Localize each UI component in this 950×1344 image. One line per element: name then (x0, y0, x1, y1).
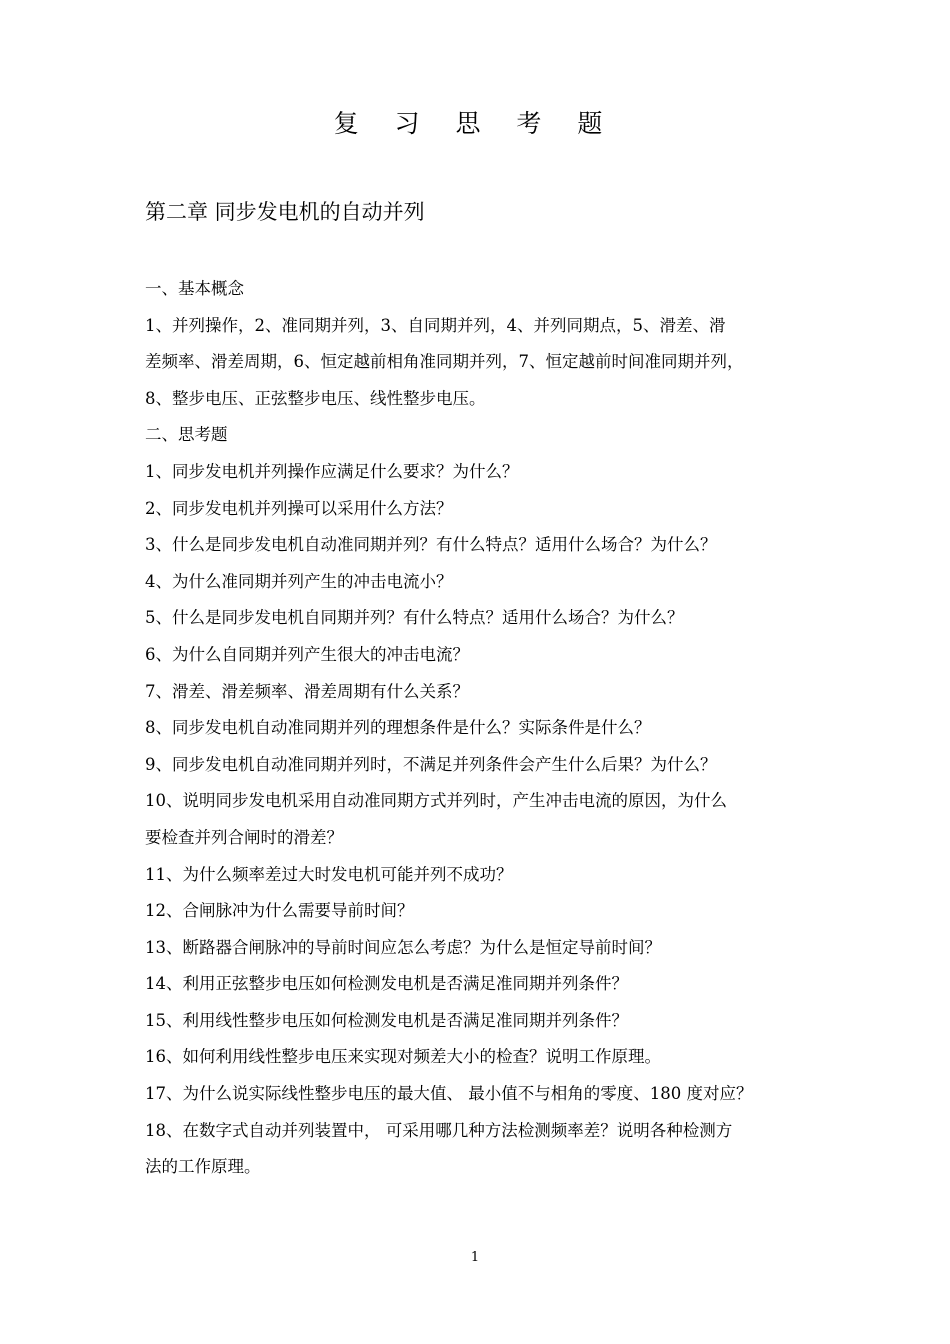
question-line: 6、为什么自同期并列产生很大的冲击电流？ (145, 644, 469, 664)
page-title: 复 习 思 考 题 (333, 109, 617, 138)
section-heading: 二、思考题 (145, 425, 228, 445)
text-line: 8、整步电压、正弦整步电压、线性整步电压。 (145, 388, 486, 408)
question-line: 17、为什么说实际线性整步电压的最大值、 最小值不与相角的零度、180 度对应？ (145, 1084, 753, 1104)
question-line: 13、断路器合闸脉冲的导前时间应怎么考虑？为什么是恒定导前时间？ (145, 937, 661, 957)
document-body (145, 271, 817, 1186)
question-line: 14、利用正弦整步电压如何检测发电机是否满足准同期并列条件？ (145, 974, 628, 994)
question-line: 18、在数字式自动并列装置中， 可采用哪几种方法检测频率差？说明各种检测方 (145, 1120, 733, 1140)
question-line: 10、说明同步发电机采用自动准同期方式并列时，产生冲击电流的原因，为什么 (145, 791, 727, 811)
question-line: 9、同步发电机自动准同期并列时，不满足并列条件会产生什么后果？为什么？ (145, 754, 717, 774)
section-heading: 一、基本概念 (145, 279, 244, 298)
question-line: 8、同步发电机自动准同期并列的理想条件是什么？实际条件是什么？ (145, 718, 651, 738)
question-line: 11、为什么频率差过大时发电机可能并列不成功？ (145, 864, 513, 884)
question-line: 15、利用线性整步电压如何检测发电机是否满足准同期并列条件？ (145, 1010, 628, 1030)
question-line: 要检查并列合闸时的滑差？ (145, 827, 343, 847)
question-line: 3、什么是同步发电机自动准同期并列？有什么特点？适用什么场合？为什么？ (145, 535, 717, 555)
question-line: 7、滑差、滑差频率、滑差周期有什么关系？ (145, 681, 469, 701)
text-line: 差频率、滑差周期，6、恒定越前相角准同期并列，7、恒定越前时间准同期并列， (145, 352, 744, 372)
question-line: 5、什么是同步发电机自同期并列？有什么特点？适用什么场合？为什么？ (145, 608, 684, 628)
question-line: 1、同步发电机并列操作应满足什么要求？为什么？ (145, 461, 519, 481)
question-line: 4、为什么准同期并列产生的冲击电流小？ (145, 571, 453, 591)
chapter-heading: 第二章 同步发电机的自动并列 (145, 200, 425, 224)
text-line: 1、并列操作，2、准同期并列，3、自同期并列，4、并列同期点，5、滑差、滑 (145, 315, 726, 335)
question-line: 16、如何利用线性整步电压来实现对频差大小的检查？说明工作原理。 (145, 1047, 661, 1067)
question-line: 法的工作原理。 (145, 1157, 261, 1177)
page-number: 1 (470, 1250, 480, 1265)
question-line: 12、合闸脉冲为什么需要导前时间？ (145, 901, 414, 921)
question-line: 2、同步发电机并列操可以采用什么方法？ (145, 498, 453, 518)
